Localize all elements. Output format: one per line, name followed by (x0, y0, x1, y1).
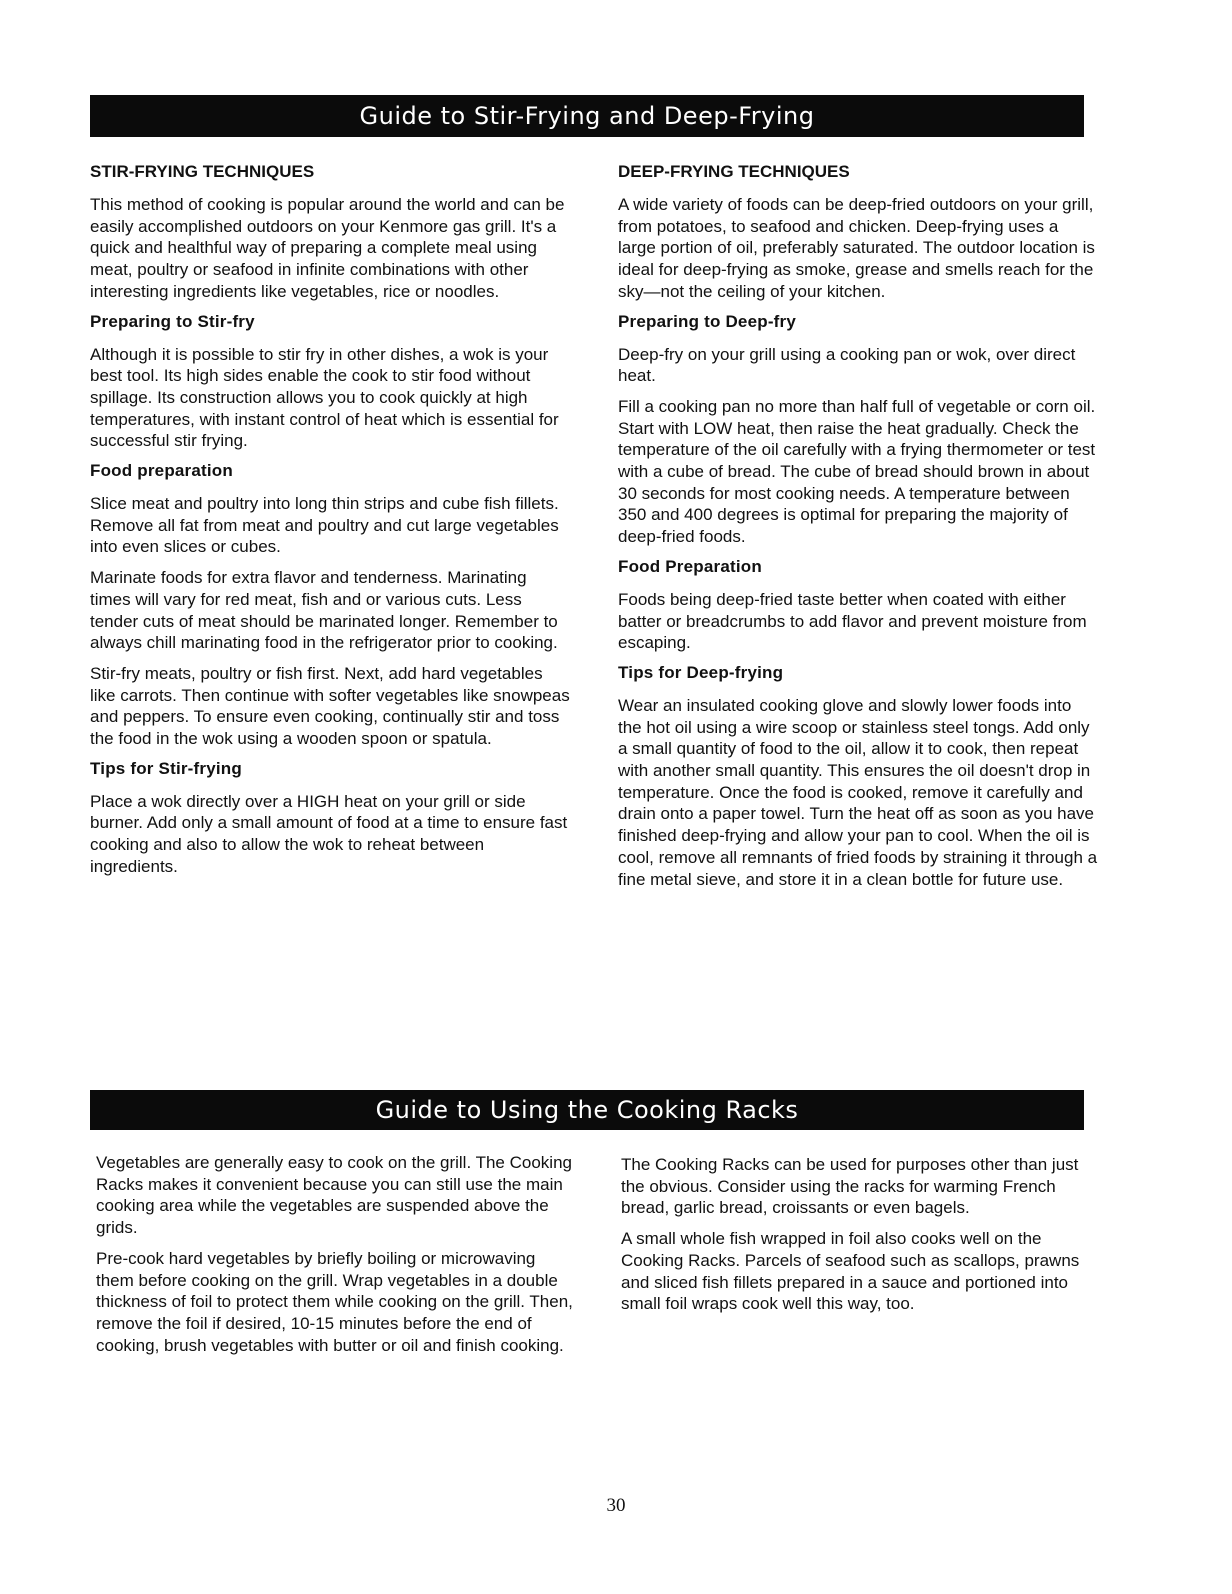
section-title-frying: Guide to Stir-Frying and Deep-Frying (90, 95, 1084, 137)
stir-frying-heading: STIR-FRYING TECHNIQUES (90, 162, 315, 181)
food-preparation-deep-heading: Food Preparation (618, 556, 762, 576)
food-preparation-paragraph: Slice meat and poultry into long thin strips and cube fish fillets. Remove all fat from meat and poultry and cut large vegetables into even slices or cubes. (90, 494, 559, 557)
cooking-racks-paragraph: Pre-cook hard vegetables by briefly boiling or microwaving them before cooking on the grill. Wrap vegetables in a double thickness of foil to protect them while cooking on the grill. Then, remove the foil if desired, 10-15 minutes before the end of cooking, brush vegetables with butter or oil and finish cooking. (96, 1248, 573, 1355)
page-number: 30 (606, 1495, 626, 1516)
cooking-racks-paragraph: A small whole fish wrapped in foil also cooks well on the Cooking Racks. Parcels of seafood such as scallops, prawns and sliced fish fillets prepared in a sauce and portioned into small foil wraps cook well this way, too. (621, 1229, 1080, 1314)
preparing-stir-fry-heading: Preparing to Stir-fry (90, 311, 255, 331)
tips-deep-frying-text: Wear an insulated cooking glove and slowly lower foods into the hot oil using a wire scoop or stainless steel tongs. Add only a small quantity of food to the oil, allow it to cook, then repeat with another small quantity. This ensures the oil doesn't drop in temperature. Once the food is cooked, remove it carefully and drain onto a paper towel. Turn the heat off as soon as you have finished deep-frying and allow your pan to cool. When the oil is cool, remove all remnants of fried foods by straining it through a fine metal sieve, and store it in a clean bottle for future use. (618, 695, 1098, 889)
deep-frying-heading: DEEP-FRYING TECHNIQUES (618, 162, 850, 181)
cooking-racks-paragraph: Vegetables are generally easy to cook on the grill. The Cooking Racks makes it convenient because you can still use the main cooking area while the vegetables are suspended above the grids. (96, 1153, 572, 1238)
preparing-deep-fry-paragraph: Deep-fry on your grill using a cooking pan or wok, over direct heat. (618, 344, 1076, 386)
food-preparation-deep-text: Foods being deep-fried taste better when coated with either batter or breadcrumbs to add flavor and prevent moisture from escaping. (618, 589, 1087, 653)
preparing-deep-fry-heading: Preparing to Deep-fry (618, 311, 797, 331)
preparing-stir-fry-text: Although it is possible to stir fry in other dishes, a wok is your best tool. Its high sides enable the cook to stir food without spillage. Its construction allows you to cook quickly at high temperatures, with instant control of heat which is essential for successful stir frying. (90, 344, 559, 451)
tips-stir-frying-text: Place a wok directly over a HIGH heat on your grill or side burner. Add only a small amount of food at a time to ensure fast cooking and also to allow the wok to reheat between ingredients. (90, 791, 568, 876)
tips-stir-frying-heading: Tips for Stir-frying (90, 758, 242, 778)
preparing-deep-fry-paragraph: Fill a cooking pan no more than half full of vegetable or corn oil. Start with LOW heat, then raise the heat gradually. Check the temperature of the oil carefully with a frying thermometer or test with a cube of bread. The cube of bread should brown in about 30 seconds for most cooking needs. A temperature between 350 and 400 degrees is optimal for preparing the majority of deep-fried foods. (618, 396, 1096, 547)
food-preparation-paragraph: Stir-fry meats, poultry or fish first. Next, add hard vegetables like carrots. Then continue with softer vegetables like snowpeas and peppers. To ensure even cooking, continually stir and toss the food in the wok using a wooden spoon or spatula. (90, 663, 570, 749)
food-preparation-paragraph: Marinate foods for extra flavor and tenderness. Marinating times will vary for red meat, fish and or various cuts. Less tender cuts of meat should be marinated longer. Remember to always chill marinating food in the refrigerator prior to cooking. (90, 568, 558, 653)
cooking-racks-left-column (96, 1152, 576, 1365)
section-title-cooking-racks: Guide to Using the Cooking Racks (90, 1090, 1084, 1130)
cooking-racks-paragraph: The Cooking Racks can be used for purposes other than just the obvious. Consider using the racks for warming French bread, garlic bread, croissants or even bagels. (621, 1155, 1079, 1218)
stir-frying-intro: This method of cooking is popular around the world and can be easily accomplished outdoors on your Kenmore gas grill. It's a quick and healthful way of preparing a complete meal using meat, poultry or seafood in infinite combinations with other interesting ingredients like vegetables, rice or noodles. (90, 195, 565, 301)
deep-frying-intro: A wide variety of foods can be deep-fried outdoors on your grill, from potatoes, to seafood and chicken. Deep-frying uses a large portion of oil, preferably saturated. The outdoor location is ideal for deep-frying as smoke, grease and smells reach for the sky—not the ceiling of your kitchen. (618, 195, 1095, 301)
tips-deep-frying-heading: Tips for Deep-frying (618, 662, 784, 682)
cooking-racks-right-column (621, 1154, 1101, 1324)
deep-frying-column (618, 162, 1098, 899)
food-preparation-heading: Food preparation (90, 461, 233, 481)
stir-frying-column (90, 162, 570, 887)
